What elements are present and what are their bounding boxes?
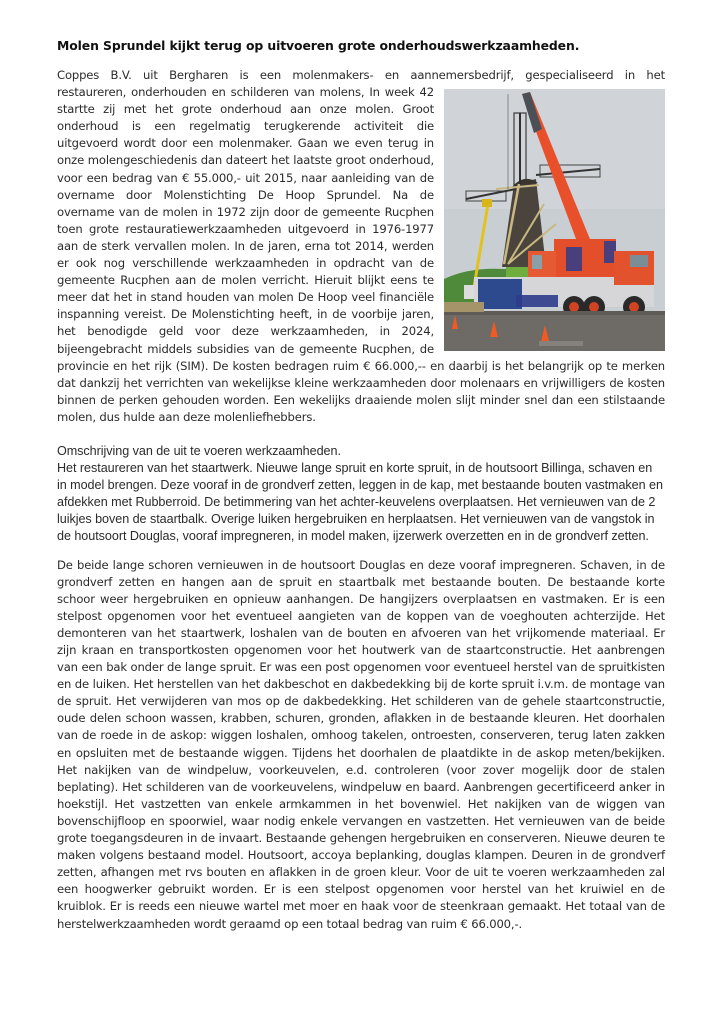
section-paragraph-2: De beide lange schoren vernieuwen in de houtsoort Douglas en deze vooraf impregneren. Schaven, in de grondverf zetten en hangen aan de spruit en staartbalk met bestaande bouten. De bestaande korte schoor weer hergebruiken en opnieuw aanhangen. De hangijzers overplaatsen en vastmaken. Er is een stelpost opgenomen voor het eventueel aangieten van de koppen van de voeghouten achterzijde. Het demonteren van het staartwerk, loshalen van de bouten en afvoeren van het vrijkomende materiaal. Er zijn kraan en transportkosten opgenomen voor het houtwerk van de staartconstructie. Het aanbrengen van een bak onder de lange spruit. Er was een post opgenomen voor eventueel herstel van de spruitkisten en de luiken. Het herstellen van het dakbeschot en dakbedekking bij de korte spruit i.v.m. de montage van de spruit. Het verwijderen van mos op de dakbedekking. Het schilderen van de gehele staartconstructie, oude delen schoon wassen, krabben, schuren, gronden, aflakken in de bestaande kleuren. Het doorhalen van de roede in de askop: wiggen loshalen, omhoog takelen, ontroesten, conserveren, terug laten zakken en opsluiten met de bestaande wiggen. Tijdens het doorhalen de plaatdikte in de askop meten/bekijken. Het nakijken van de windpeluw, voorkeuvelen, e.d. controleren (voor zover mogelijk door de stalen beplating). Het schilderen van de voorkeuvelens, windpeluw en baard. Aanbrengen gecertificeerd anker in hoekstijl. Het vastzetten van enkele armkammen in het bovenwiel. Het nakijken van de wiggen van bovenschijfloop en spoorwiel, waar nodig enkele vervangen en vastzetten. Het vernieuwen van de beide grote toegangsdeuren in de invaart. Bestaande gehengen hergebruiken en conserveren. Nieuwe deuren te maken volgens bestaand model. Houtsoort, accoya beplanking, douglas klampen. Deuren in de grondverf zetten, afhangen met rvs bouten en aflakken in de groen kleur. Voor de uit te voeren werkzaamheden zal een hoogwerker gebruikt worden. Er is een stelpost opgenomen voor herstel van het kruiwiel en de kruiblok. Er is reeds een nieuwe wartel met moer en haak voor de steenkraan gemaakt. Het totaal van de herstelwerkzaamheden wordt geraamd op een totaal bedrag van ruim € 66.000,-. xyxy=(57,557,665,931)
photo-image xyxy=(444,89,665,351)
section-paragraph-1: Het restaureren van het staartwerk. Nieuwe lange spruit en korte spruit, in de houtsoort Billinga, schaven en in model brengen. Deze vooraf in de grondverf zetten, leggen in de kap, met bestaande bouten vastmaken en afdekken met Rubberroid. De betimmering van het achter-keuvelens overplaatsen. Het vernieuwen van de 2 luikjes boven de staartbalk. Overige luiken hergebruiken en herplaatsen. Het vernieuwen van de vangstok in de houtsoort Douglas, vooraf impregneren, in model maken, ijzerwerk overzetten en in de grondverf zetten. xyxy=(57,461,663,544)
intro-paragraph: restaureren, onderhouden en schilderen van molens, In week 42 startte zij met het grote onderhoud aan onze molen. Groot onderhoud is een regelmatig terugkerende activiteit die uitgevoerd wordt door een molenmaker. Gaan we even terug in onze molengeschiedenis dan dateert het laatste groot onderhoud, voor een bedrag van € 55.000,- uit 2015, naar aanleiding van de overname door Molenstichting De Hoop Sprundel. Na de overname van de molen in 1972 zijn door de gemeente Rucphen toen grote restauratiewerkzaamheden uitgevoerd in 1976-1977 aan de sterk vervallen molen. In de jaren, erna tot 2014, werden er ook nog verschillende werkzaamheden in opdracht van de gemeente Rucphen aan de molen verricht. Hieruit blijkt eens te meer dat het in stand houden van molen De Hoop veel financiële inspanning vereist. De Molenstichting heeft, in de voorbije jaren, het benodigde geld voor deze werkzaamheden, in 2024, bijeengebracht middels subsidies van de gemeente Rucphen, de provincie en het rijk (SIM). De kosten bedragen ruim € 66.000,-- en daarbij is het belangrijk op te merken dat dankzij het verrichten van wekelijkse kleine werkzaamheden door molenaars en vrijwilligers de kosten binnen de perken gehouden worden. Een wekelijks draaiende molen slijt minder snel dan een stilstaande molen, dus hulde aan deze molenliefhebbers. xyxy=(57,85,665,424)
paragraph-spacer xyxy=(57,426,665,443)
section-heading: Omschrijving van de uit te voeren werkzaamheden. xyxy=(57,443,341,458)
article-title: Molen Sprundel kijkt terug op uitvoeren grote onderhoudswerkzaamheden. xyxy=(57,38,580,53)
article xyxy=(57,38,665,933)
intro-first-line: Coppes B.V. uit Bergharen is een molenmakers- en aannemersbedrijf, gespecialiseerd in het xyxy=(57,68,665,82)
photo-windmill-crane xyxy=(444,89,665,351)
paragraph-spacer xyxy=(57,546,665,557)
